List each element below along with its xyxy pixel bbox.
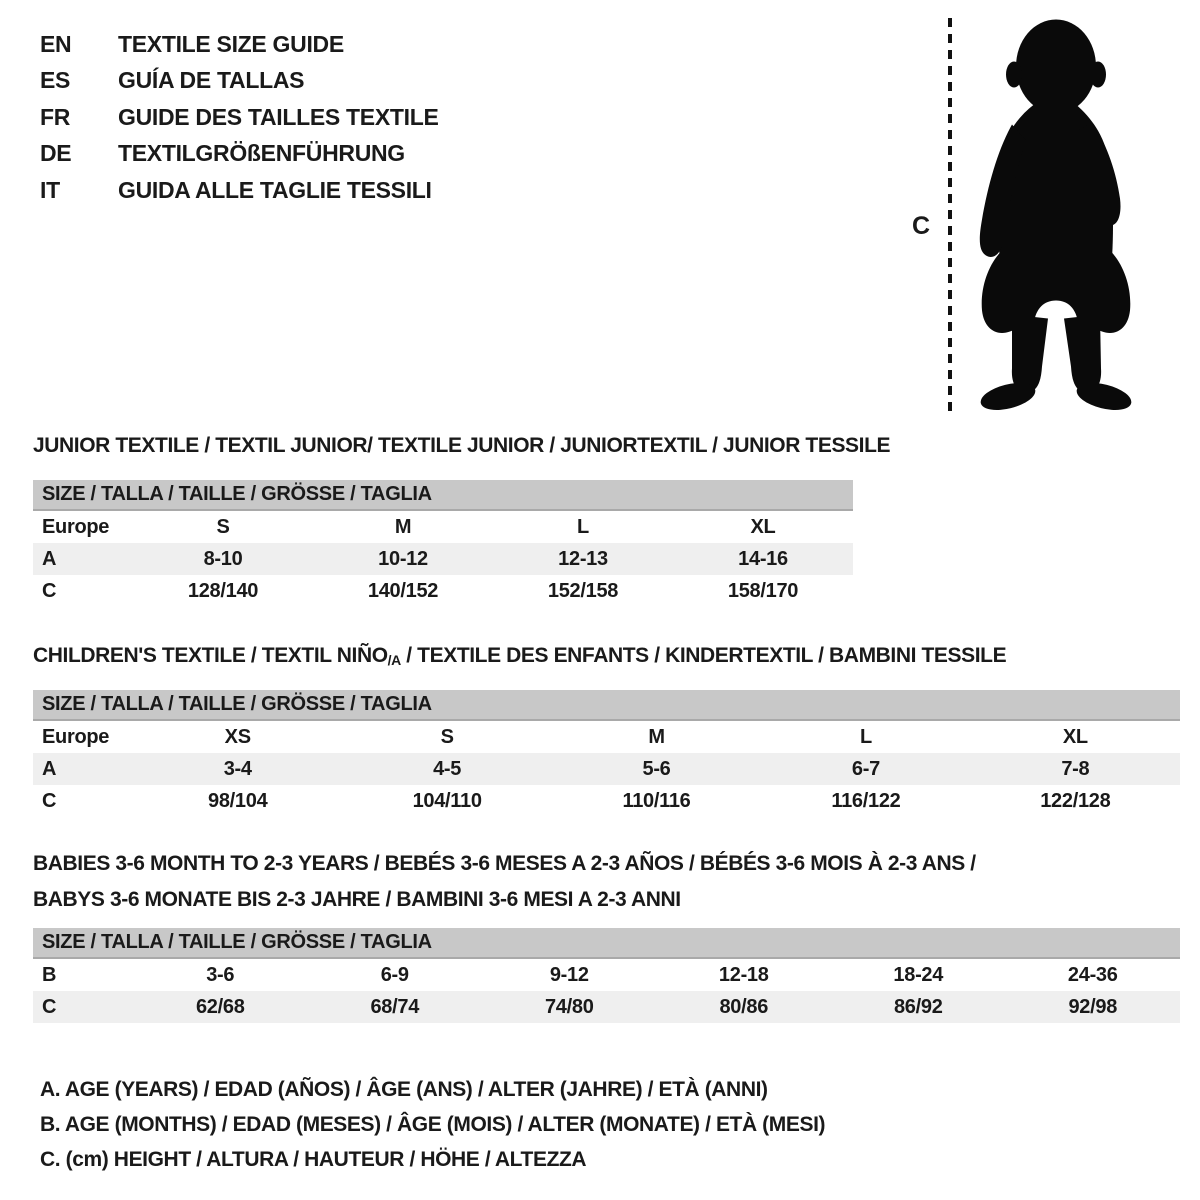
language-title: GUIDA ALLE TAGLIE TESSILI: [118, 176, 432, 203]
legend-line-age-months: B. AGE (MONTHS) / EDAD (MESES) / ÂGE (MOIS) / ALTER (MONATE) / ETÀ (MESI): [40, 1113, 826, 1136]
language-title: GUIDE DES TAILLES TEXTILE: [118, 103, 439, 130]
age-cell: 12-13: [558, 547, 608, 570]
babies-textile-section: [33, 846, 1180, 1023]
age-cell: 10-12: [378, 547, 428, 570]
size-cell: XL: [750, 515, 776, 538]
junior-height-row: [33, 575, 853, 607]
babies-section-title-line2: BABYS 3-6 MONATE BIS 2-3 JAHRE / BAMBINI 3-6 MESI A 2-3 ANNI: [33, 888, 681, 911]
age-cell: 24-36: [1067, 963, 1118, 986]
children-age-row: [33, 753, 1180, 785]
title-subscript: /A: [387, 652, 401, 668]
language-code: ES: [40, 67, 71, 94]
language-row-en: [40, 26, 439, 63]
language-title: TEXTILE SIZE GUIDE: [118, 30, 344, 57]
row-label: Europe: [42, 725, 110, 748]
age-cell: 7-8: [1061, 757, 1090, 780]
height-cell: 92/98: [1068, 995, 1118, 1018]
height-cell: 140/152: [367, 579, 439, 602]
size-cell: XL: [1062, 725, 1088, 748]
height-cell: 110/116: [622, 789, 691, 812]
height-cell: 68/74: [370, 995, 420, 1018]
height-cell: 62/68: [195, 995, 245, 1018]
babies-section-title-line1: BABIES 3-6 MONTH TO 2-3 YEARS / BEBÉS 3-6 MESES A 2-3 AÑOS / BÉBÉS 3-6 MOIS À 2-3 ANS /: [33, 852, 976, 875]
height-cell: 98/104: [208, 789, 268, 812]
junior-size-header: SIZE / TALLA / TAILLE / GRÖSSE / TAGLIA: [33, 480, 853, 511]
junior-age-row: [33, 543, 853, 575]
language-row-it: [40, 172, 439, 209]
age-cell: 18-24: [893, 963, 944, 986]
age-cell: 9-12: [549, 963, 589, 986]
row-label: A: [42, 547, 57, 570]
size-cell: XS: [224, 725, 251, 748]
height-measure-label: C: [912, 212, 930, 240]
babies-height-row: [33, 991, 1180, 1023]
age-cell: 4-5: [433, 757, 462, 780]
size-cell: M: [648, 725, 665, 748]
height-cell: 104/110: [412, 789, 482, 812]
size-cell: M: [394, 515, 412, 538]
height-cell: 86/92: [893, 995, 943, 1018]
children-textile-section: [33, 644, 1180, 817]
row-label: C: [42, 789, 57, 812]
age-cell: 3-4: [223, 757, 252, 780]
size-cell: L: [577, 515, 589, 538]
age-cell: 14-16: [738, 547, 788, 570]
language-title: GUÍA DE TALLAS: [118, 67, 305, 94]
legend-line-height-cm: C. (cm) HEIGHT / ALTURA / HAUTEUR / HÖHE / ALTEZZA: [40, 1148, 587, 1171]
language-row-es: [40, 63, 439, 100]
height-cell: 74/80: [544, 995, 594, 1018]
toddler-silhouette-icon: [964, 14, 1144, 420]
language-row-fr: [40, 99, 439, 136]
children-height-row: [33, 785, 1180, 817]
language-code: EN: [40, 30, 72, 57]
height-cell: 122/128: [1040, 789, 1111, 812]
row-label: C: [42, 579, 57, 602]
age-cell: 8-10: [203, 547, 243, 570]
size-cell: S: [440, 725, 454, 748]
children-europe-row: [33, 721, 1180, 753]
babies-size-header: SIZE / TALLA / TAILLE / GRÖSSE / TAGLIA: [33, 928, 1180, 959]
height-cell: 80/86: [719, 995, 769, 1018]
height-cell: 128/140: [187, 579, 259, 602]
age-cell: 12-18: [718, 963, 769, 986]
row-label: A: [42, 757, 57, 780]
row-label: B: [42, 963, 57, 986]
size-cell: L: [859, 725, 872, 748]
language-title-list: [40, 26, 439, 209]
language-title: TEXTILGRÖßENFÜHRUNG: [118, 140, 405, 167]
babies-age-row: [33, 959, 1180, 991]
legend-line-age-years: A. AGE (YEARS) / EDAD (AÑOS) / ÂGE (ANS) / ALTER (JAHRE) / ETÀ (ANNI): [40, 1078, 768, 1101]
junior-section-title: JUNIOR TEXTILE / TEXTIL JUNIOR/ TEXTILE JUNIOR / JUNIORTEXTIL / JUNIOR TESSILE: [33, 434, 891, 457]
language-row-de: [40, 136, 439, 173]
junior-textile-section: [33, 434, 891, 607]
size-cell: S: [216, 515, 230, 538]
language-code: FR: [40, 103, 71, 130]
age-cell: 3-6: [206, 963, 235, 986]
age-cell: 6-9: [380, 963, 409, 986]
age-cell: 5-6: [642, 757, 671, 780]
legend: [40, 1072, 825, 1177]
height-measure-dashed-line: [948, 18, 952, 416]
age-cell: 6-7: [851, 757, 880, 780]
children-size-header: SIZE / TALLA / TAILLE / GRÖSSE / TAGLIA: [33, 690, 1180, 721]
language-code: IT: [40, 176, 60, 203]
row-label: Europe: [42, 515, 110, 538]
row-label: C: [42, 995, 57, 1018]
height-cell: 152/158: [547, 579, 619, 602]
height-cell: 116/122: [831, 789, 901, 812]
children-section-title: CHILDREN'S TEXTILE / TEXTIL NIÑO/A / TEXTILE DES ENFANTS / KINDERTEXTIL / BAMBINI TESSILE: [33, 644, 1007, 668]
language-code: DE: [40, 140, 72, 167]
junior-europe-row: [33, 511, 853, 543]
height-cell: 158/170: [727, 579, 799, 602]
